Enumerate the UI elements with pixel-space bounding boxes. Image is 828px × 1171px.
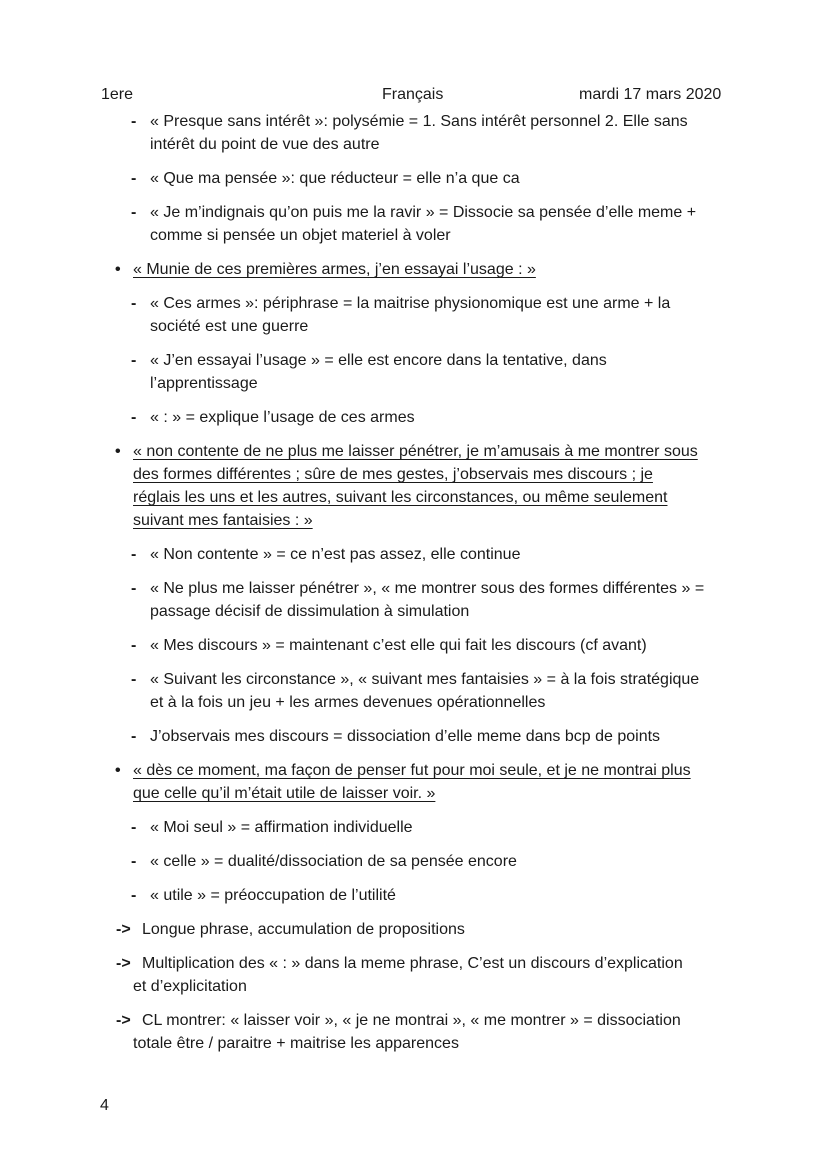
arrow-text: [133, 1009, 732, 1055]
bullet-text: [133, 258, 733, 281]
dash-marker: -: [131, 580, 137, 597]
analysis-item: [0, 406, 828, 429]
text-line: réglais les uns et les autres, suivant les circonstances, ou même seulement: [133, 489, 668, 506]
quote-bullet: [0, 258, 828, 281]
dash-marker: -: [131, 853, 137, 870]
dash-text: [150, 668, 740, 714]
dash-marker: -: [131, 819, 137, 836]
text-line: « Ces armes »: périphrase = la maitrise physionomique est une arme + la: [150, 295, 671, 312]
analysis-item: [0, 201, 828, 247]
analysis-item: [0, 110, 828, 156]
bullet-marker: •: [115, 443, 121, 460]
analysis-item: [0, 634, 828, 657]
arrow-marker: ->: [116, 1012, 131, 1029]
dash-text: [150, 292, 740, 338]
text-line: « Suivant les circonstance », « suivant mes fantaisies » = à la fois stratégique: [150, 671, 700, 688]
dash-marker: -: [131, 637, 137, 654]
dash-marker: -: [131, 204, 137, 221]
text-line: suivant mes fantaisies : »: [133, 512, 313, 529]
text-line: totale être / paraitre + maitrise les apparences: [133, 1035, 459, 1052]
text-line: intérêt du point de vue des autre: [150, 136, 380, 153]
conclusion-item: [0, 918, 828, 941]
arrow-text: [133, 952, 732, 998]
dash-text: [150, 543, 740, 566]
quote-bullet: [0, 440, 828, 532]
analysis-item: [0, 292, 828, 338]
text-line: et d’explicitation: [133, 978, 247, 995]
text-line: des formes différentes ; sûre de mes gestes, j’observais mes discours ; je: [133, 466, 653, 483]
dash-text: [150, 110, 740, 156]
dash-text: [150, 634, 740, 657]
arrow-text: [142, 918, 732, 941]
dash-text: [150, 850, 740, 873]
dash-text: [150, 577, 740, 623]
analysis-item: [0, 725, 828, 748]
header-date: mardi 17 mars 2020: [579, 86, 722, 103]
bullet-marker: •: [115, 261, 121, 278]
dash-text: [150, 349, 740, 395]
text-line: comme si pensée un objet materiel à voler: [150, 227, 451, 244]
analysis-item: [0, 668, 828, 714]
text-line: « Non contente » = ce n’est pas assez, elle continue: [150, 546, 521, 563]
text-line: l’apprentissage: [150, 375, 258, 392]
text-line: « Que ma pensée »: que réducteur = elle n’a que ca: [150, 170, 520, 187]
text-line: J’observais mes discours = dissociation d’elle meme dans bcp de points: [150, 728, 661, 745]
dash-marker: -: [131, 352, 137, 369]
text-line: « Mes discours » = maintenant c’est elle qui fait les discours (cf avant): [150, 637, 647, 654]
header-subject: Français: [382, 86, 444, 103]
text-line: Multiplication des « : » dans la meme phrase, C’est un discours d’explication: [142, 955, 683, 972]
text-line: « celle » = dualité/dissociation de sa pensée encore: [150, 853, 517, 870]
analysis-item: [0, 884, 828, 907]
text-line: CL montrer: « laisser voir », « je ne montrai », « me montrer » = dissociation: [142, 1012, 681, 1029]
dash-marker: -: [131, 113, 137, 130]
dash-marker: -: [131, 170, 137, 187]
analysis-item: [0, 167, 828, 190]
dash-marker: -: [131, 409, 137, 426]
bullet-text: [133, 759, 733, 805]
text-line: « Munie de ces premières armes, j’en essayai l’usage : »: [133, 261, 536, 278]
analysis-item: [0, 816, 828, 839]
arrow-marker: ->: [116, 955, 131, 972]
text-line: que celle qu’il m’était utile de laisser voir. »: [133, 785, 436, 802]
text-line: et à la fois un jeu + les armes devenues opérationnelles: [150, 694, 546, 711]
dash-marker: -: [131, 887, 137, 904]
dash-marker: -: [131, 728, 137, 745]
page-number: 4: [100, 1097, 109, 1114]
arrow-marker: ->: [116, 921, 131, 938]
text-line: « Moi seul » = affirmation individuelle: [150, 819, 413, 836]
text-line: « dès ce moment, ma façon de penser fut pour moi seule, et je ne montrai plus: [133, 762, 691, 779]
text-line: société est une guerre: [150, 318, 309, 335]
analysis-item: [0, 349, 828, 395]
quote-bullet: [0, 759, 828, 805]
dash-text: [150, 725, 740, 748]
bullet-marker: •: [115, 762, 121, 779]
dash-marker: -: [131, 295, 137, 312]
text-line: « Je m’indignais qu’on puis me la ravir » = Dissocie sa pensée d’elle meme +: [150, 204, 697, 221]
header-class-level: 1ere: [101, 86, 134, 103]
bullet-text: [133, 440, 733, 532]
conclusion-item: [0, 952, 828, 998]
text-line: « J’en essayai l’usage » = elle est encore dans la tentative, dans: [150, 352, 607, 369]
analysis-item: [0, 850, 828, 873]
text-line: « Ne plus me laisser pénétrer », « me montrer sous des formes différentes » =: [150, 580, 705, 597]
text-line: passage décisif de dissimulation à simulation: [150, 603, 470, 620]
conclusion-item: [0, 1009, 828, 1055]
text-line: « non contente de ne plus me laisser pénétrer, je m’amusais à me montrer sous: [133, 443, 698, 460]
text-line: « : » = explique l’usage de ces armes: [150, 409, 415, 426]
analysis-item: [0, 577, 828, 623]
analysis-item: [0, 543, 828, 566]
dash-text: [150, 406, 740, 429]
text-line: « utile » = préoccupation de l’utilité: [150, 887, 396, 904]
dash-text: [150, 167, 740, 190]
dash-marker: -: [131, 671, 137, 688]
dash-text: [150, 201, 740, 247]
dash-text: [150, 884, 740, 907]
text-line: « Presque sans intérêt »: polysémie = 1. Sans intérêt personnel 2. Elle sans: [150, 113, 688, 130]
text-line: Longue phrase, accumulation de propositions: [142, 921, 465, 938]
dash-marker: -: [131, 546, 137, 563]
dash-text: [150, 816, 740, 839]
